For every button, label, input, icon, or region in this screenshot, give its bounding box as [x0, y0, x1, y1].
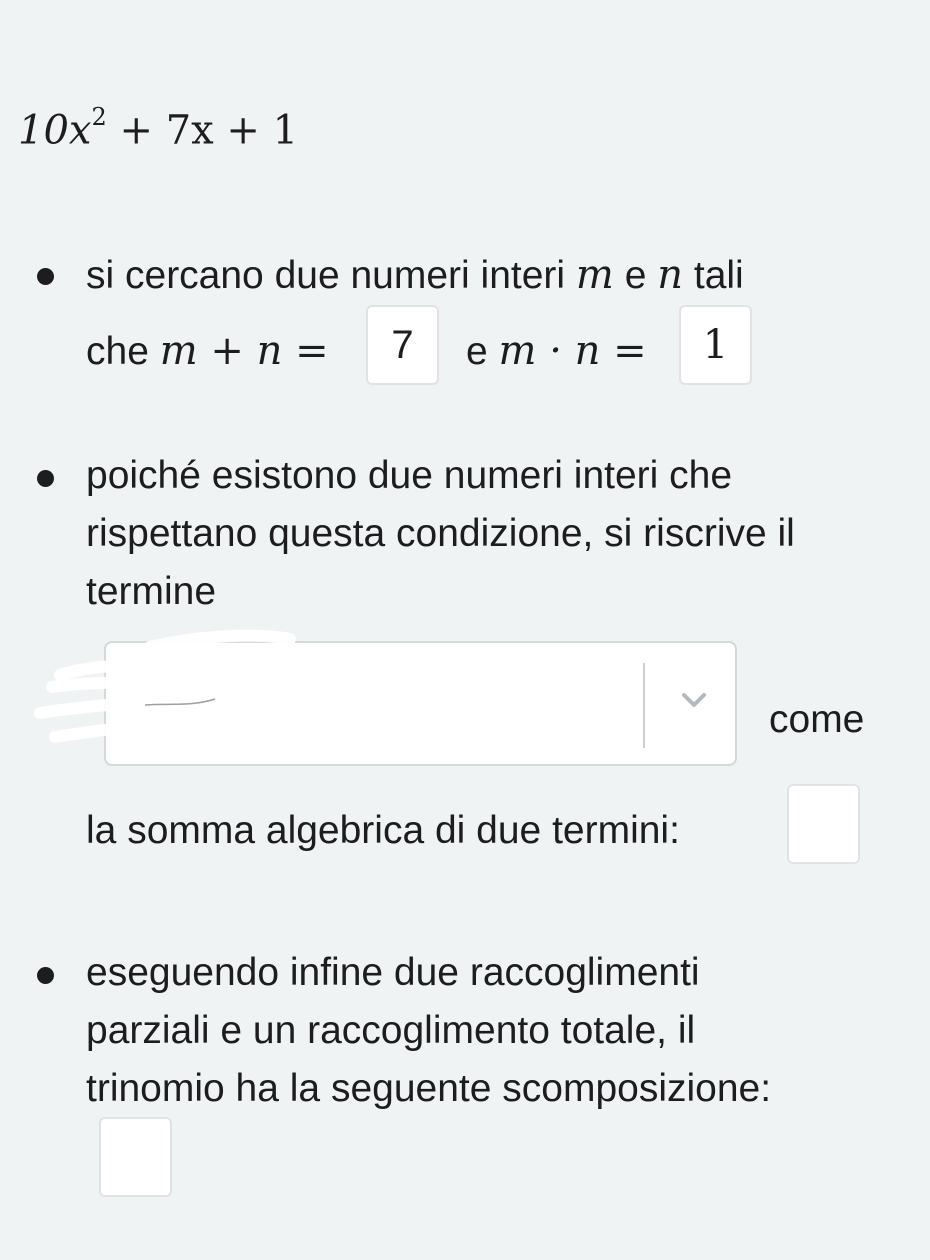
bullet1-line1	[86, 246, 744, 305]
expression-leading-term: 10x	[18, 107, 92, 154]
conj-e-2: e	[466, 330, 488, 373]
bullet-dot-2	[37, 470, 54, 487]
var-m: m	[575, 252, 614, 298]
trinomial-expression	[18, 95, 298, 156]
product-answer-box[interactable]	[679, 305, 752, 385]
bullet1-che: che	[86, 330, 149, 373]
bullet2-line3: termine	[86, 570, 217, 613]
bullet3-line2: parziali e un raccoglimento totale, il	[86, 1009, 696, 1052]
bullet1-line2-b	[466, 322, 647, 381]
chevron-down-icon[interactable]	[679, 685, 709, 715]
bullet3-line1: eseguendo infine due raccoglimenti	[86, 951, 700, 994]
sum-answer-box[interactable]	[366, 305, 439, 385]
factorization-answer-box[interactable]	[99, 1117, 172, 1197]
bullet2-line2: rispettano questa condizione, si riscrive il	[86, 512, 795, 555]
bullet2-line5: la somma algebrica di due termini:	[86, 809, 680, 852]
conj-e: e	[624, 254, 647, 297]
expression-rest: + 7x + 1	[119, 107, 299, 154]
expression-exponent: 2	[91, 103, 107, 131]
bullet1-text-a: si cercano due numeri interi	[86, 254, 566, 297]
select-divider	[643, 663, 645, 748]
bullet3-line3: trinomio ha la seguente scomposizione:	[86, 1067, 772, 1110]
bullet2-line1: poiché esistono due numeri interi che	[86, 454, 733, 497]
term-select-dropdown[interactable]	[104, 641, 737, 766]
sum-expression: m + n =	[159, 328, 329, 374]
bullet1-line2	[86, 322, 329, 381]
var-n: n	[657, 252, 684, 298]
come-text: come	[769, 698, 865, 741]
terms-answer-box[interactable]	[787, 784, 860, 864]
product-answer-value: 1	[702, 322, 729, 368]
sum-answer-value: 7	[391, 322, 414, 367]
product-expression: m · n =	[498, 328, 647, 374]
bullet1-text-b: tali	[693, 254, 744, 297]
bullet-dot-3	[37, 967, 54, 984]
bullet-dot-1	[37, 268, 54, 285]
